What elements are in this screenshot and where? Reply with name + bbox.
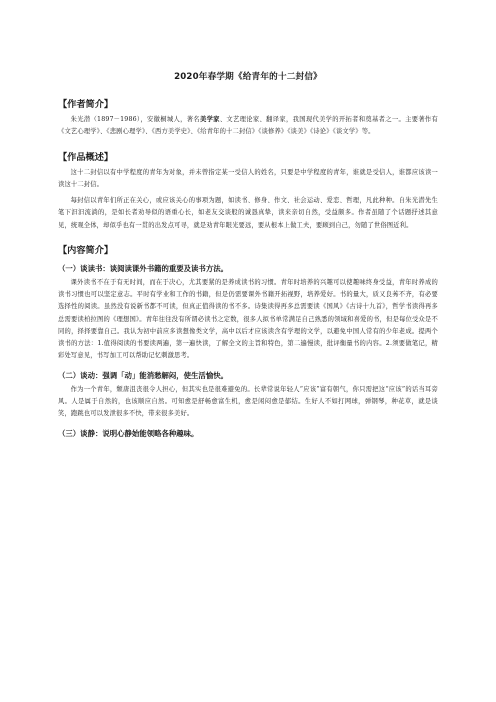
author-text-bold: 美学家 bbox=[199, 116, 220, 123]
subsection-3-heading: （三）谈静：说明心静始能领略各种趣味。 bbox=[58, 428, 199, 438]
subsection-1-paragraph: 课外读书不在于有无时间，而在于决心，尤其要紧的是养成读书的习惯。青年时培养的兴趣可以使趣味终身受益，青年时养成的读书习惯也可以坚定意志。平时有学业和工作的书籍，但是仍需要课外书籍开拓视野，培养爱好。书的量大，质又良莠不齐，有必要选择性的阅读。虽然没有说新书都不可读，但真正值得读的书不多。诗集读得再多总需要读《国风》《古诗十九首》，哲学书读得再多总需要读柏拉图的《理想国》。青年往往没有所谓必读书之定数，很多人拟书单常满足自己熟悉的领域和喜爱的书，但是每位受众是不同的，择择要靠自己。我认为初中前应多读想像类文学，高中以后才应该读含有学理的文学，以避免中国人常有的少年老成。提两个读书的方法：1.值得阅读的书要读两遍，第一遍快读，了解全文的主旨和特色，第二遍慢读，批评衡量书的内容。2.须要做笔记，精彩处写意见，书写加工可以帮助记忆刺激思考。 bbox=[58, 278, 438, 360]
overview-heading: 【作品概述】 bbox=[58, 151, 114, 163]
document-title: 2020年春学期《给青年的十二封信》 bbox=[174, 72, 322, 82]
author-text-2: 、文艺理论家、翻译家，我国现代美学的开拓者和奠基者之一。主要著作有《文艺心理学》、《悲剧心理学》、《西方美学史》、《给青年的十二封信》《谈修养》《谈美》《诗论》《谈文学》等。 bbox=[58, 116, 438, 136]
subsection-1-heading: （一）谈读书：谈阅读课外书籍的重要及读书方法。 bbox=[58, 263, 228, 273]
subsection-2-paragraph: 作为一个青年，颓唐沮丧很令人担心，但其实也是很难避免的。长辈常说年轻人“应该”富有朝气，你只需把这“应该”的话当耳旁风。人是属于自然的，也该顺应自然。可知愈是舒畅愈富生机，愈是闲闷愈是郁结。生好人不如打网球，弹钢琴，种花草，就是谈笑，跑跳也可以发泄很多不快，带来很多美好。 bbox=[58, 385, 438, 418]
content-heading: 【内容简介】 bbox=[58, 244, 114, 256]
overview-paragraph-2: 每封信以青年们所正在关心，或应该关心的事项为题，如读书、修身、作文、社会运动、爱恋、哲理，凡此种种。自朱光潜先生笔下汩汩流淌的，是如长者劝导似的语重心长，如老友交谈般的诚恳真挚，读来亲切自然，受益颇多。作者虽随了个话题抒述其意见，统观全体，却似乎也有一贯的出发点可寻，就是劝青年眼光要远，要从根本上做工夫，要顾到自己，勿随了世俗图近利。 bbox=[58, 197, 438, 229]
author-paragraph bbox=[58, 114, 438, 139]
author-text-1: 朱光潜（1897－1986），安徽桐城人，著名 bbox=[70, 116, 200, 123]
subsection-2-heading: （二）谈动：强调「动」能消愁解闷，使生活愉快。 bbox=[58, 370, 228, 380]
author-heading: 【作者简介】 bbox=[58, 99, 114, 110]
overview-paragraph-1: 这十二封信以有中学程度的青年为对象，并未曾指定某一受信人的姓名，只要是中学程度的青年，谁就是受信人，谁都应该读一读这十二封信。 bbox=[58, 168, 438, 188]
